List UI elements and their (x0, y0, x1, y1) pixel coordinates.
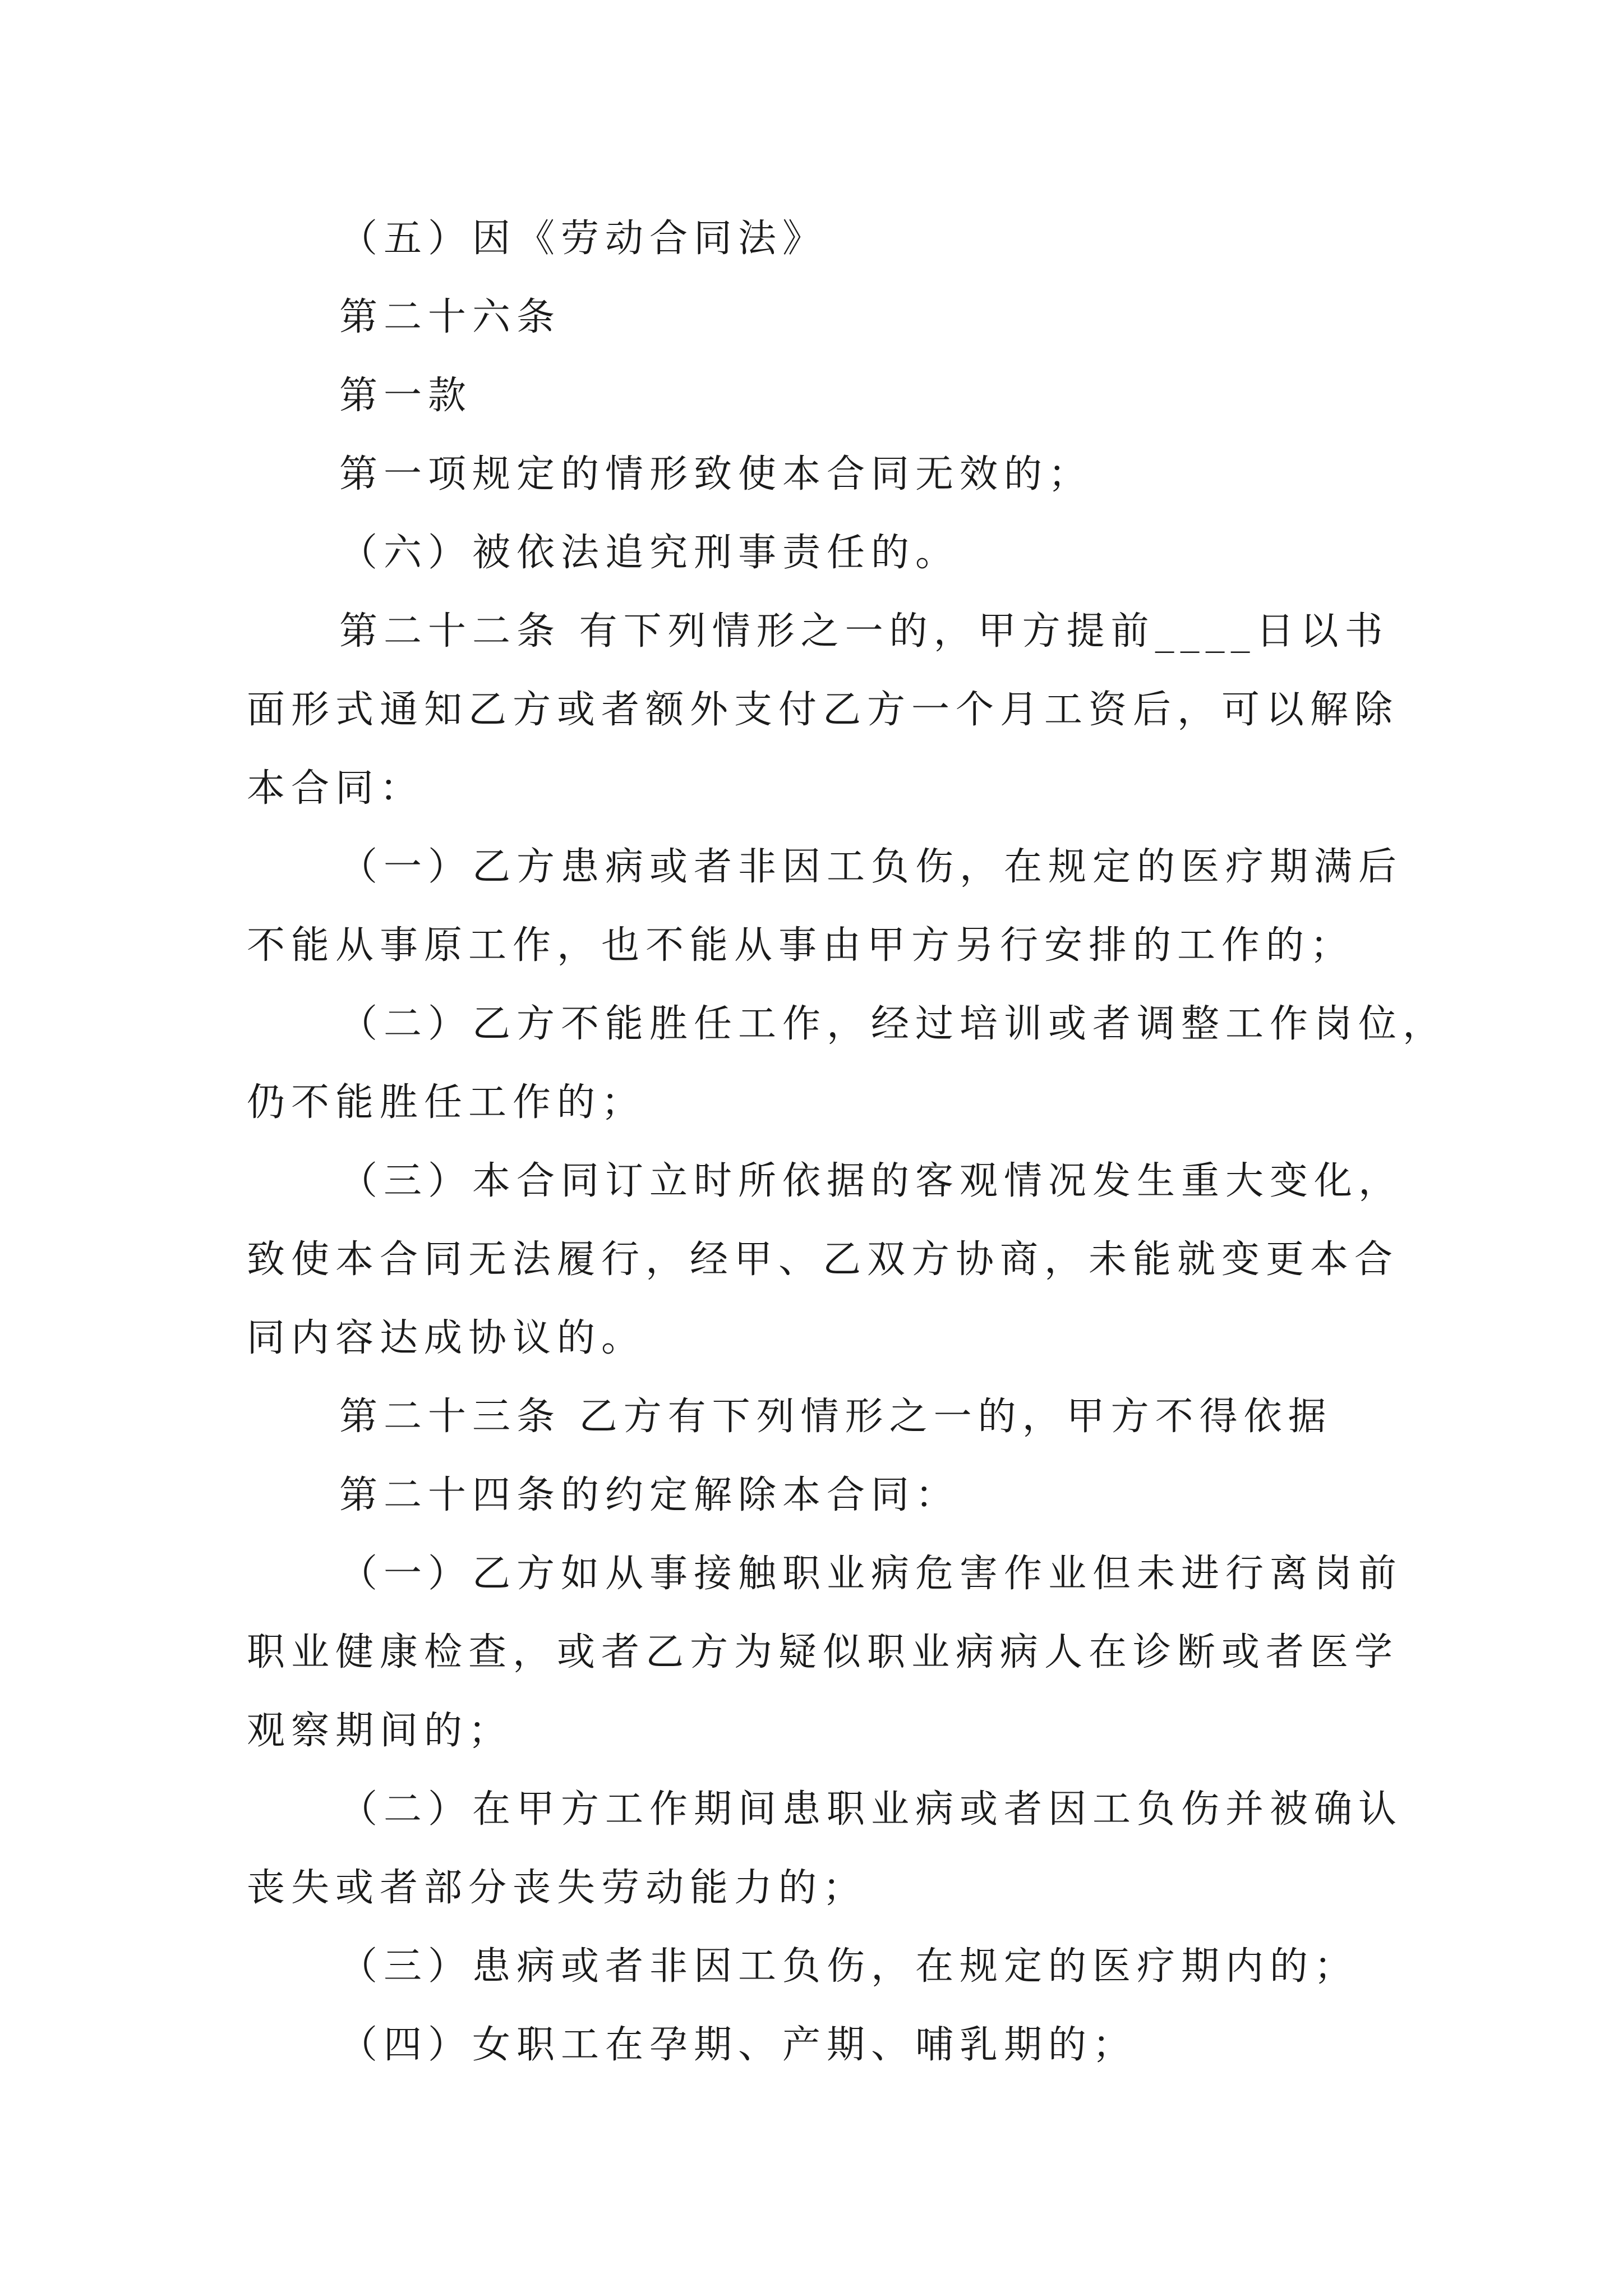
text-line-1: （五）因《劳动合同法》 (339, 217, 827, 261)
text-line-17: 第二十四条的约定解除本合同： (339, 1473, 960, 1517)
text-line-6: 第二十二条 有下列情形之一的，甲方提前____日以书 (339, 609, 1389, 654)
text-line-22: 丧失或者部分丧失劳动能力的； (247, 1866, 868, 1910)
text-line-20: 观察期间的； (247, 1709, 513, 1753)
text-line-21: （二）在甲方工作期间患职业病或者因工负伤并被确认 (339, 1787, 1403, 1832)
text-line-12: 仍不能胜任工作的； (247, 1080, 646, 1125)
text-line-10: 不能从事原工作，也不能从事由甲方另行安排的工作的； (247, 923, 1355, 968)
text-line-9: （一）乙方患病或者非因工负伤，在规定的医疗期满后 (339, 845, 1403, 889)
text-line-7: 面形式通知乙方或者额外支付乙方一个月工资后，可以解除 (247, 688, 1399, 732)
text-line-8: 本合同： (247, 766, 425, 811)
text-line-13: （三）本合同订立时所依据的客观情况发生重大变化， (339, 1159, 1403, 1203)
text-line-2: 第二十六条 (339, 295, 561, 339)
text-line-11: （二）乙方不能胜任工作，经过培训或者调整工作岗位， (339, 1002, 1447, 1046)
text-line-18: （一）乙方如从事接触职业病危害作业但未进行离岗前 (339, 1552, 1403, 1596)
text-line-3: 第一款 (339, 374, 473, 418)
text-line-19: 职业健康检查，或者乙方为疑似职业病病人在诊断或者医学 (247, 1630, 1399, 1674)
text-line-24: （四）女职工在孕期、产期、哺乳期的； (339, 2023, 1137, 2067)
text-line-23: （三）患病或者非因工负伤，在规定的医疗期内的； (339, 1944, 1359, 1989)
text-line-4: 第一项规定的情形致使本合同无效的； (339, 452, 1093, 496)
text-line-5: （六）被依法追究刑事责任的。 (339, 531, 960, 575)
text-line-15: 同内容达成协议的。 (247, 1316, 646, 1360)
text-line-16: 第二十三条 乙方有下列情形之一的，甲方不得依据 (339, 1395, 1332, 1439)
text-line-14: 致使本合同无法履行，经甲、乙双方协商，未能就变更本合 (247, 1237, 1399, 1282)
